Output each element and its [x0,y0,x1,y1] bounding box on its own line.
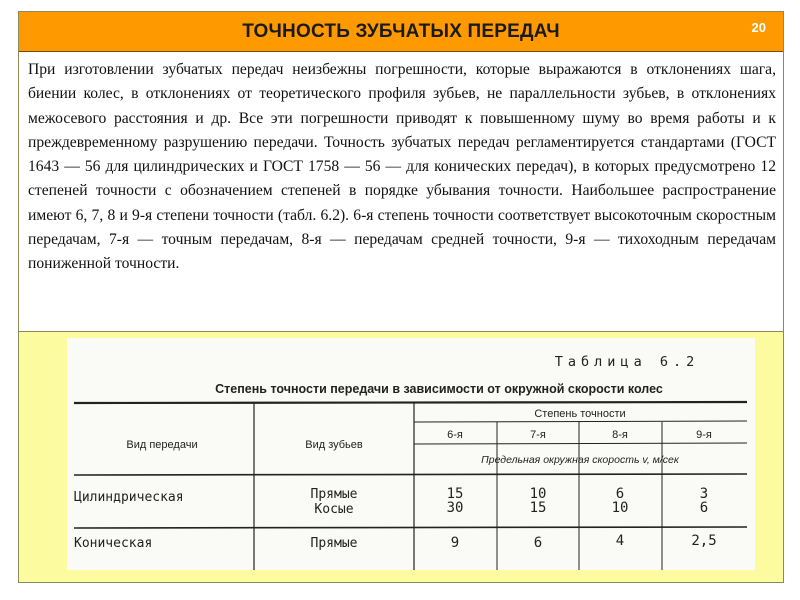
header-degree-8: 8-я [612,429,628,441]
rule-row-sep [74,527,747,528]
header-transmission-type: Вид передачи [126,439,198,451]
cell-bevel-7: 6 [533,535,543,551]
header-degree-6: 6-я [447,429,463,441]
body-paragraph: При изготовлении зубчатых передач неизбежны погрешности, которые выражаются в отклонениях шага, биении колес, в отклонениях от теоретического профиля зубьев, не параллельности зубьев, в отклонениях межосевого расстояния и др. Все эти погрешности приводят к повышенному шуму во время работы и к преждевременному разрушению передачи. Точность зубчатых передач регламентируется стандартами (ГОСТ 1643 — 56 для цилиндрических и ГОСТ 1758 — 56 — для конических передач), в которых предусмотрено 12 степеней точности с обозначением степеней в порядке убывания точности. Наибольшее распространение имеют 6, 7, 8 и 9-я степени точности (табл. 6.2). 6-я степень точности соответствует высокоточным скоростным передачам, 7-я — точным передачам, 8-я — передачам средней точности, 9-я — тихоходным передачам пониженной точности. [28,61,776,273]
cell-bevel-9: 2,5 [691,533,717,549]
cell-bevel-8: 4 [615,533,625,549]
header-degree-9: 9-я [696,429,712,441]
cell-cyl-helical-6: 30 [446,500,464,516]
cell-cyl-helical-8: 10 [611,500,629,516]
header-teeth-type: Вид зубьев [305,439,363,451]
slide-number: 20 [751,20,766,35]
table-scan [67,338,755,570]
table-caption: Степень точности передачи в зависимости от окружной скорости колес [215,382,663,396]
header-speed-label: Предельная окружная скорость v, м/сек [481,454,679,466]
rule-top [74,402,747,403]
title-bar [19,12,783,52]
slide [18,11,784,583]
cell-cyl-straight-6: 15 [446,486,464,502]
row-cylindrical-straight-teeth: Прямые [310,487,358,502]
row-cylindrical-type: Цилиндрическая [74,490,184,505]
header-degree-group: Степень точности [534,408,626,420]
table-graphic [67,338,755,570]
rule-degrees [414,443,747,444]
cell-cyl-straight-8: 6 [615,486,625,502]
row-bevel-straight-teeth: Прямые [310,536,358,551]
row-cylindrical-helical-teeth: Косые [314,502,354,517]
row-bevel-type: Коническая [74,536,153,551]
cell-bevel-6: 9 [450,535,460,551]
cell-cyl-straight-7: 10 [529,486,547,502]
cell-cyl-straight-9: 3 [699,486,709,502]
rule-header-bottom [74,474,747,475]
table-label: Таблица 6.2 [554,354,700,370]
cell-cyl-helical-7: 15 [529,500,547,516]
text-box [19,52,783,332]
header-degree-7: 7-я [530,429,546,441]
rule-group [414,421,747,422]
slide-title: ТОЧНОСТЬ ЗУБЧАТЫХ ПЕРЕДАЧ [242,21,560,42]
cell-cyl-helical-9: 6 [699,500,709,516]
